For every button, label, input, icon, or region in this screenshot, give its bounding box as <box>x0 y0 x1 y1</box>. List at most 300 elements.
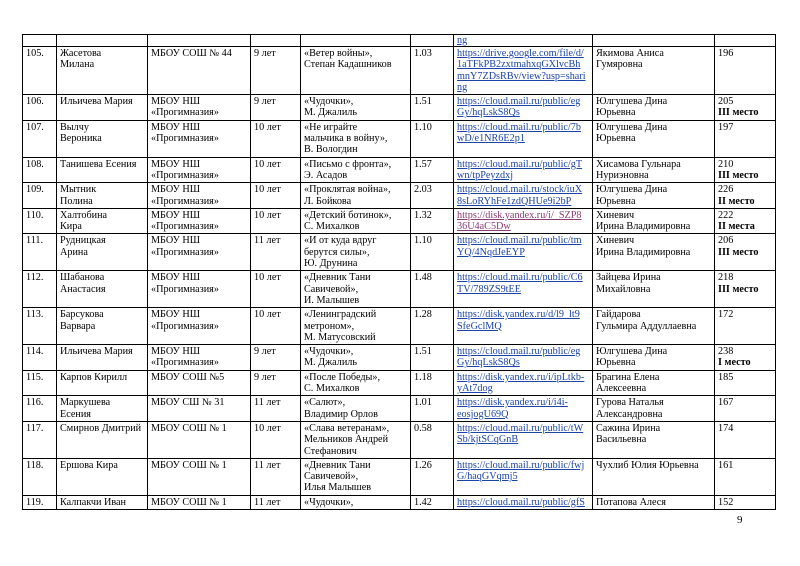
table-row-fragment <box>23 35 776 47</box>
school-name-cell <box>148 47 251 95</box>
duration-cell <box>411 157 454 183</box>
video-link-cell <box>454 421 593 458</box>
teacher-name-cell <box>593 120 715 157</box>
work-title-line: Степан Кадашников <box>304 59 392 71</box>
work-title-cell <box>301 47 411 95</box>
participant-age: 9 лет <box>254 346 276 358</box>
teacher-name-line: Михайловна <box>596 283 651 295</box>
video-link-cell <box>454 345 593 371</box>
row-number-cell <box>23 308 57 345</box>
teacher-name-line: Юрьевна <box>596 107 636 119</box>
work-title-line: Ю. Друнина <box>304 258 358 270</box>
video-link[interactable]: 8sLoRYhFe1zdQHUe9i2bP <box>457 195 572 207</box>
school-name-cell <box>148 208 251 234</box>
teacher-name-line: Александровна <box>596 408 663 420</box>
score: 167 <box>718 397 734 409</box>
score-cell <box>715 271 776 308</box>
duration-cell <box>411 120 454 157</box>
school-name-line: «Прогимназия» <box>151 195 219 207</box>
work-title-cell <box>301 183 411 209</box>
teacher-name-line: Хиневич <box>596 209 635 221</box>
work-title-cell <box>301 495 411 509</box>
work-title-line: «Чудочки», <box>304 96 354 108</box>
row-number: 107. <box>26 121 44 133</box>
teacher-name-cell <box>593 495 715 509</box>
score: 197 <box>718 121 734 133</box>
video-link[interactable]: 36U4aC5Dw <box>457 221 511 233</box>
duration: 1.42 <box>414 496 432 508</box>
video-link[interactable]: https://cloud.mail.ru/public/7b <box>457 121 581 133</box>
school-name-line: МБОУ НШ <box>151 235 201 247</box>
participant-age-cell <box>251 308 301 345</box>
video-link[interactable]: wD/e1NR6E2p1 <box>457 133 525 145</box>
video-link[interactable]: https://drive.google.com/file/d/ <box>457 48 584 59</box>
duration: 1.51 <box>414 346 432 358</box>
teacher-name-line: Чухлиб Юлия Юрьевна <box>596 459 699 471</box>
video-link[interactable]: 1aTFkPB2zxtmahxqGXlvcBh <box>457 59 581 71</box>
school-name-line: МБОУ СОШ №5 <box>151 371 225 383</box>
video-link[interactable]: TV/789ZS9tEE <box>457 283 521 295</box>
row-number: 106. <box>26 96 44 108</box>
work-title-line: «Письмо с фронта», <box>304 158 392 170</box>
school-name-line: «Прогимназия» <box>151 246 219 258</box>
teacher-name-line: Хисамова Гульнара <box>596 158 681 170</box>
duration-cell <box>411 271 454 308</box>
video-link[interactable]: ng <box>457 81 468 93</box>
school-name-line: МБОУ СШ № 31 <box>151 397 225 409</box>
work-title-cell <box>301 208 411 234</box>
table-row <box>23 95 776 121</box>
duration: 1.03 <box>414 48 432 59</box>
work-title-line: «После Победы», <box>304 371 381 383</box>
teacher-name-line: Потапова Алеся <box>596 496 666 508</box>
duration-cell <box>411 234 454 271</box>
row-number-cell <box>23 183 57 209</box>
participant-name-line: Кира <box>60 221 82 233</box>
score: 205 <box>718 96 734 108</box>
video-link-cell <box>454 234 593 271</box>
table-row <box>23 271 776 308</box>
row-number-cell <box>23 396 57 422</box>
participant-age: 10 лет <box>254 121 281 133</box>
duration-cell <box>411 208 454 234</box>
participant-name-cell <box>57 95 148 121</box>
score: 206 <box>718 235 734 247</box>
row-number: 105. <box>26 48 44 59</box>
work-title-line: «Ленинградский <box>304 309 377 321</box>
row-number: 117. <box>26 422 44 434</box>
school-name-line: МБОУ НШ <box>151 184 201 196</box>
work-title-line: Илья Малышев <box>304 482 372 494</box>
teacher-name-line: Сажина Ирина <box>596 422 661 434</box>
teacher-name-line: Нуриэновна <box>596 169 649 181</box>
duration-cell <box>411 396 454 422</box>
participant-name-cell <box>57 396 148 422</box>
work-title-line: Савичевой», <box>304 283 359 295</box>
work-title-line: «И от куда вдруг <box>304 235 377 247</box>
participant-name-line: Шабанова <box>60 272 105 284</box>
place-award: III место <box>718 107 759 119</box>
teacher-name-line: Хиневич <box>596 235 635 247</box>
school-name-cell <box>148 120 251 157</box>
duration-cell <box>411 458 454 495</box>
teacher-name-cell <box>593 157 715 183</box>
row-number: 118. <box>26 459 44 471</box>
work-title-line: М. Матусовский <box>304 331 376 343</box>
participant-name-cell <box>57 183 148 209</box>
video-link[interactable]: Gy/hqLskS8Qs <box>457 107 520 119</box>
video-link[interactable]: https://disk.yandex.ru/i/ipLtkb- <box>457 371 585 383</box>
teacher-name-cell <box>593 95 715 121</box>
work-title-line: В. Вологдин <box>304 144 358 156</box>
teacher-name-cell <box>593 396 715 422</box>
participant-age: 9 лет <box>254 48 276 59</box>
participant-age: 11 лет <box>254 235 281 247</box>
teacher-name-cell <box>593 370 715 396</box>
school-name-line: МБОУ НШ <box>151 158 201 170</box>
teacher-name-line: Юрьевна <box>596 195 636 207</box>
participant-name-line: Вероника <box>60 133 102 145</box>
teacher-name-line: Юлгушева Дина <box>596 184 668 196</box>
school-name-cell <box>148 396 251 422</box>
participant-age: 10 лет <box>254 184 281 196</box>
video-link[interactable]: https://cloud.mail.ru/public/fwj <box>457 459 585 471</box>
row-number-cell <box>23 234 57 271</box>
participant-name-cell <box>57 345 148 371</box>
school-name-cell <box>148 345 251 371</box>
work-title-line: «Детский ботинок», <box>304 209 392 221</box>
duration-cell <box>411 421 454 458</box>
video-link[interactable]: Sb/kjtSCqGnB <box>457 434 519 446</box>
participant-name-line: Халтобина <box>60 209 108 221</box>
video-link[interactable]: https://cloud.mail.ru/public/gT <box>457 158 583 170</box>
participant-name-line: Ильичева Мария <box>60 346 133 358</box>
participant-age-cell <box>251 271 301 308</box>
video-link-cell <box>454 183 593 209</box>
participant-name-cell <box>57 234 148 271</box>
teacher-name-cell <box>593 234 715 271</box>
participant-age-cell <box>251 183 301 209</box>
video-link[interactable]: eosjogU69Q <box>457 408 509 420</box>
participant-name-line: Жасетова <box>60 48 102 59</box>
score: 172 <box>718 309 734 321</box>
row-number-cell <box>23 208 57 234</box>
work-title-line: «Ветер войны», <box>304 48 373 59</box>
duration-cell <box>411 370 454 396</box>
school-name-line: МБОУ НШ <box>151 96 201 108</box>
work-title-cell <box>301 421 411 458</box>
row-number: 116. <box>26 397 44 409</box>
work-title-line: «Чудочки», <box>304 346 354 358</box>
score: 161 <box>718 459 734 471</box>
place-award: III место <box>718 169 759 181</box>
row-number-cell <box>23 345 57 371</box>
video-link-cell <box>454 95 593 121</box>
work-title-line: С. Михалков <box>304 221 360 233</box>
score-cell <box>715 370 776 396</box>
participant-name-line: Ильичева Мария <box>60 96 133 108</box>
work-title-line: берутся силы», <box>304 246 370 258</box>
video-link-cell <box>454 208 593 234</box>
work-title-line: М. Джалиль <box>304 107 358 119</box>
row-number: 119. <box>26 496 44 508</box>
teacher-name-line: Юрьевна <box>596 357 636 369</box>
participant-age-cell <box>251 396 301 422</box>
place-award: II места <box>718 221 755 233</box>
row-number: 114. <box>26 346 44 358</box>
school-name-line: «Прогимназия» <box>151 107 219 119</box>
work-title-cell <box>301 345 411 371</box>
teacher-name-cell <box>593 183 715 209</box>
participant-name-line: Барсукова <box>60 309 104 321</box>
score: 185 <box>718 371 734 383</box>
score: 238 <box>718 346 734 358</box>
video-link[interactable]: https://cloud.mail.ru/stock/iuX <box>457 184 583 196</box>
duration: 1.10 <box>414 235 432 247</box>
school-name-cell <box>148 421 251 458</box>
table-row <box>23 308 776 345</box>
duration: 0.58 <box>414 422 432 434</box>
score-cell <box>715 458 776 495</box>
place-award: III место <box>718 283 759 295</box>
participant-name-line: Полина <box>60 195 93 207</box>
duration: 1.57 <box>414 158 432 170</box>
duration-cell <box>411 95 454 121</box>
school-name-cell <box>148 234 251 271</box>
school-name-cell <box>148 370 251 396</box>
table-row <box>23 183 776 209</box>
participant-age-cell <box>251 157 301 183</box>
participant-name-line: Милана <box>60 59 95 71</box>
school-name-line: «Прогимназия» <box>151 169 219 181</box>
duration: 1.10 <box>414 121 432 133</box>
video-link[interactable]: https://cloud.mail.ru/public/tm <box>457 235 582 247</box>
duration: 1.18 <box>414 371 432 383</box>
participant-age: 10 лет <box>254 209 281 221</box>
table-row <box>23 421 776 458</box>
video-link[interactable]: https://cloud.mail.ru/public/gfS <box>457 496 585 508</box>
video-link[interactable]: mnY7ZDsRBv/view?usp=shari <box>457 70 586 82</box>
school-name-cell <box>148 495 251 509</box>
table-row <box>23 208 776 234</box>
participant-name-line: Анастасия <box>60 283 106 295</box>
school-name-line: «Прогимназия» <box>151 357 219 369</box>
work-title-cell <box>301 370 411 396</box>
video-link[interactable]: https://cloud.mail.ru/public/eg <box>457 96 581 108</box>
school-name-cell <box>148 95 251 121</box>
place-award: II место <box>718 195 755 207</box>
teacher-name-cell <box>593 271 715 308</box>
score-cell <box>715 47 776 95</box>
work-title-cell <box>301 157 411 183</box>
duration-cell <box>411 183 454 209</box>
participant-name-cell <box>57 458 148 495</box>
video-link[interactable]: https://cloud.mail.ru/public/eg <box>457 346 581 358</box>
video-link[interactable]: wn/tpPeyzdxj <box>457 169 514 181</box>
participant-name-cell <box>57 421 148 458</box>
participant-name-line: Смирнов Дмитрий <box>60 422 142 434</box>
table-row <box>23 345 776 371</box>
participant-name-cell <box>57 271 148 308</box>
school-name-line: МБОУ СОШ № 1 <box>151 496 227 508</box>
participant-age-cell <box>251 120 301 157</box>
participant-name-cell <box>57 208 148 234</box>
participant-age: 11 лет <box>254 459 281 471</box>
table-row <box>23 458 776 495</box>
table-row <box>23 370 776 396</box>
score-cell <box>715 208 776 234</box>
school-name-line: «Прогимназия» <box>151 133 219 145</box>
score-cell <box>715 183 776 209</box>
work-title-line: Мельников Андрей <box>304 434 389 446</box>
participant-age-cell <box>251 47 301 95</box>
link-fragment[interactable]: ng <box>457 35 468 46</box>
school-name-line: МБОУ НШ <box>151 121 201 133</box>
participant-name-line: Вылчу <box>60 121 89 133</box>
teacher-name-cell <box>593 458 715 495</box>
participant-age-cell <box>251 95 301 121</box>
video-link-cell <box>454 458 593 495</box>
participant-name-line: Маркушева <box>60 397 111 409</box>
row-number-cell <box>23 95 57 121</box>
school-name-cell <box>148 458 251 495</box>
table-row <box>23 157 776 183</box>
score-cell <box>715 234 776 271</box>
participant-age: 10 лет <box>254 158 281 170</box>
score-cell <box>715 421 776 458</box>
score-cell <box>715 95 776 121</box>
work-title-line: мальчика в войну», <box>304 133 388 145</box>
row-number-cell <box>23 495 57 509</box>
score: 196 <box>718 48 734 59</box>
participant-age-cell <box>251 208 301 234</box>
score-cell <box>715 157 776 183</box>
table-row <box>23 495 776 509</box>
row-number-cell <box>23 370 57 396</box>
video-link[interactable]: G/haqGVqmj5 <box>457 471 518 483</box>
school-name-line: МБОУ НШ <box>151 209 201 221</box>
place-award: I место <box>718 357 751 369</box>
video-link-cell <box>454 47 593 95</box>
row-number: 113. <box>26 309 44 321</box>
video-link[interactable]: https://disk.yandex.ru/i/_SZP8 <box>457 209 582 221</box>
video-link[interactable]: https://cloud.mail.ru/public/tW <box>457 422 584 434</box>
score: 218 <box>718 272 734 284</box>
results-page <box>22 34 775 510</box>
participant-age-cell <box>251 345 301 371</box>
row-number: 115. <box>26 371 44 383</box>
school-name-line: МБОУ НШ <box>151 346 201 358</box>
row-number-cell <box>23 157 57 183</box>
score: 226 <box>718 184 734 196</box>
school-name-cell <box>148 308 251 345</box>
teacher-name-line: Гурова Наталья <box>596 397 664 409</box>
participant-age: 11 лет <box>254 496 281 508</box>
video-link-cell <box>454 308 593 345</box>
participant-name-cell <box>57 370 148 396</box>
work-title-cell <box>301 120 411 157</box>
video-link[interactable]: Gy/hqLskS8Qs <box>457 357 520 369</box>
row-number-cell <box>23 271 57 308</box>
participant-age: 10 лет <box>254 422 281 434</box>
work-title-cell <box>301 396 411 422</box>
row-number-cell <box>23 120 57 157</box>
participant-name-cell <box>57 308 148 345</box>
school-name-line: МБОУ СОШ № 1 <box>151 422 227 434</box>
teacher-name-line: Юлгушева Дина <box>596 121 668 133</box>
table-row <box>23 234 776 271</box>
work-title-line: «Чудочки», <box>304 496 354 508</box>
participant-name-line: Арина <box>60 246 88 258</box>
teacher-name-line: Якимова Аниса <box>596 48 664 59</box>
duration-cell <box>411 308 454 345</box>
score-cell <box>715 345 776 371</box>
teacher-name-cell <box>593 345 715 371</box>
work-title-line: «Дневник Тани <box>304 459 371 471</box>
video-link-cell <box>454 495 593 509</box>
school-name-line: МБОУ НШ <box>151 272 201 284</box>
video-link[interactable]: https://disk.yandex.ru/d/l9_lt9 <box>457 309 580 321</box>
teacher-name-line: Юрьевна <box>596 133 636 145</box>
score: 210 <box>718 158 734 170</box>
participant-age-cell <box>251 458 301 495</box>
duration-cell <box>411 47 454 95</box>
work-title-line: Савичевой», <box>304 471 359 483</box>
table-row <box>23 120 776 157</box>
video-link-cell <box>454 370 593 396</box>
teacher-name-line: Ирина Владимировна <box>596 246 691 258</box>
table-row <box>23 47 776 95</box>
work-title-cell <box>301 234 411 271</box>
duration: 1.01 <box>414 397 432 409</box>
participant-name-line: Карпов Кирилл <box>60 371 128 383</box>
participant-age: 9 лет <box>254 371 276 383</box>
participant-age: 9 лет <box>254 96 276 108</box>
participant-age-cell <box>251 421 301 458</box>
teacher-name-line: Гульмира Аддуллаевна <box>596 320 697 332</box>
duration-cell <box>411 345 454 371</box>
participant-name-cell <box>57 495 148 509</box>
duration-cell <box>411 495 454 509</box>
video-link[interactable]: SfeGclMQ <box>457 320 502 332</box>
duration: 2.03 <box>414 184 432 196</box>
video-link[interactable]: yAt7dog <box>457 383 493 395</box>
video-link[interactable]: https://disk.yandex.ru/i/i4i- <box>457 397 568 409</box>
participant-name-line: Есения <box>60 408 91 420</box>
video-link[interactable]: YQ/4NqdJeEYP <box>457 246 525 258</box>
work-title-line: «Салют», <box>304 397 346 409</box>
row-number: 110. <box>26 209 44 221</box>
school-name-cell <box>148 271 251 308</box>
results-table <box>22 34 776 510</box>
score: 222 <box>718 209 734 221</box>
participant-age: 11 лет <box>254 397 281 409</box>
work-title-line: М. Джалиль <box>304 357 358 369</box>
school-name-line: «Прогимназия» <box>151 221 219 233</box>
participant-name-line: Танишева Есения <box>60 158 137 170</box>
video-link[interactable]: https://cloud.mail.ru/public/C6 <box>457 272 583 284</box>
work-title-line: «Дневник Тани <box>304 272 371 284</box>
participant-name-line: Калпакчи Иван <box>60 496 127 508</box>
participant-age-cell <box>251 495 301 509</box>
duration: 1.28 <box>414 309 432 321</box>
work-title-line: Л. Бойкова <box>304 195 352 207</box>
teacher-name-cell <box>593 308 715 345</box>
page-number: 9 <box>737 514 743 526</box>
teacher-name-line: Гумяровна <box>596 59 643 71</box>
work-title-line: Э. Асадов <box>304 169 348 181</box>
teacher-name-cell <box>593 208 715 234</box>
